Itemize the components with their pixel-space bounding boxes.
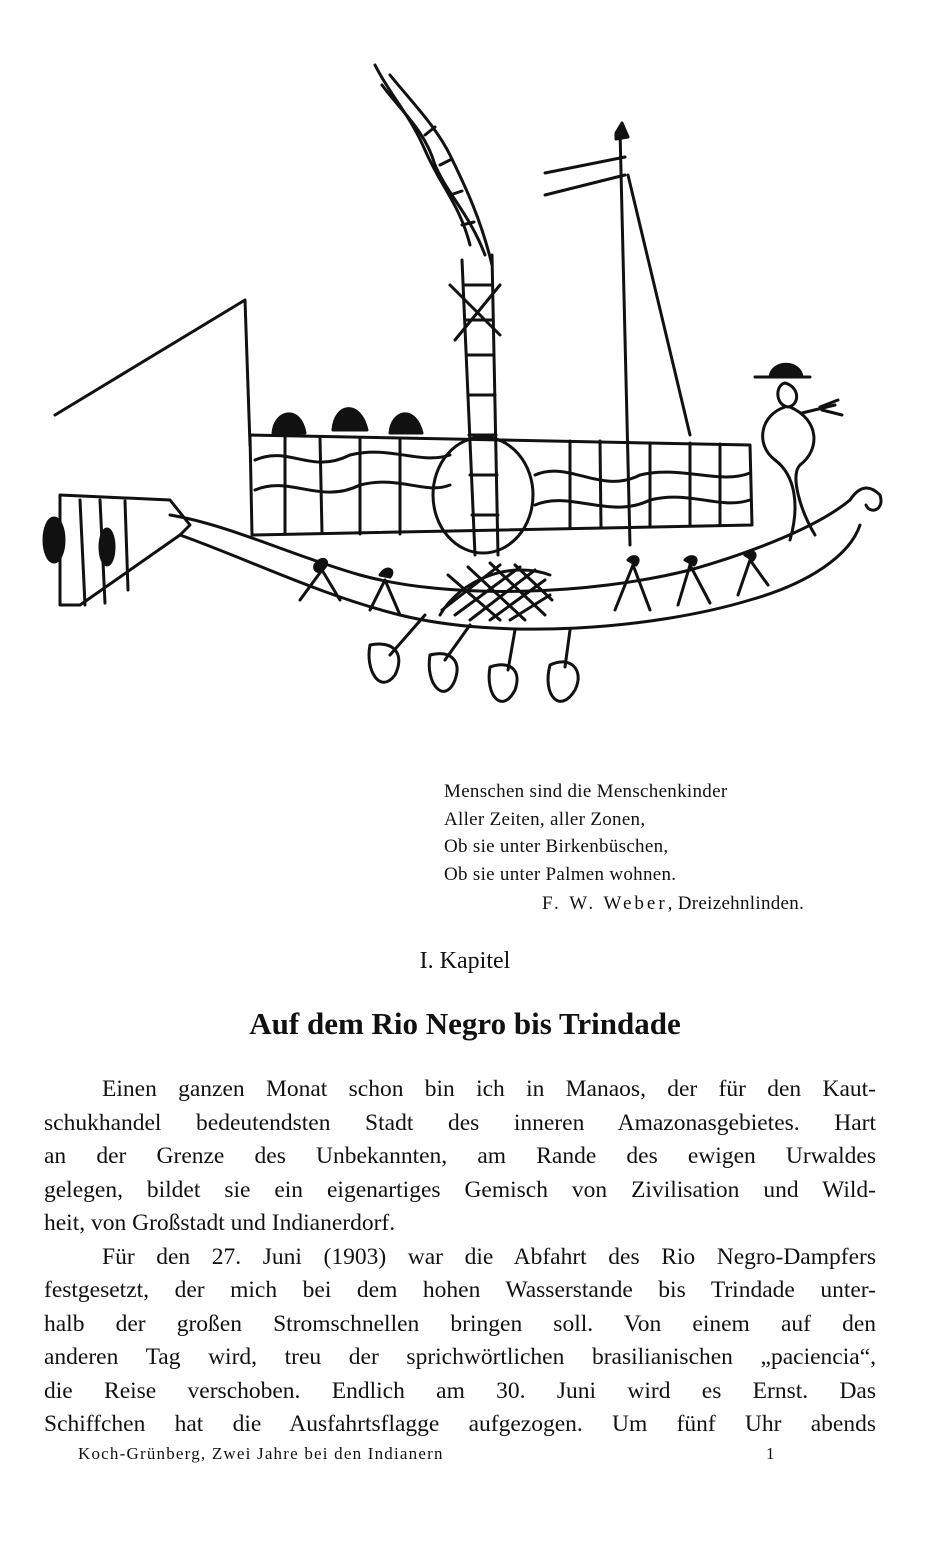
epigraph-work: , Dreizehnlinden. [667, 893, 805, 914]
epigraph-line: Aller Zeiten, aller Zonen, [444, 808, 646, 830]
text-line: schukhandel bedeutendsten Stadt des inneren Amazonasgebietes. Hart [44, 1109, 876, 1136]
epigraph [444, 778, 864, 918]
chapter-title: Auf dem Rio Negro bis Trindade [249, 1006, 681, 1041]
chapter-number: I. Kapitel [419, 948, 511, 974]
steamboat-drawing-icon [30, 55, 900, 735]
epigraph-attribution [542, 890, 864, 918]
body-text [44, 1073, 876, 1442]
text-line: die Reise verschoben. Endlich am 30. Juni wird es Ernst. Das [44, 1377, 876, 1404]
epigraph-line: Ob sie unter Palmen wohnen. [444, 863, 677, 885]
text-line: heit, von Großstadt und Indianerdorf. [44, 1210, 396, 1236]
text-line: an der Grenze des Unbekannten, am Rande des ewigen Urwaldes [44, 1143, 876, 1169]
text-line: festgesetzt, der mich bei dem hohen Wasserstande bis Trindade unter- [44, 1277, 876, 1303]
page-number: 1 [766, 1444, 775, 1463]
text-line: anderen Tag wird, treu der sprichwörtlichen brasilianischen „paciencia“, [44, 1344, 876, 1370]
epigraph-line: Ob sie unter Birkenbüschen, [444, 836, 669, 857]
text-line: Einen ganzen Monat schon bin ich in Manaos, der für den Kaut- [102, 1076, 876, 1102]
text-line: Für den 27. Juni (1903) war die Abfahrt des Rio Negro-Dampfers [102, 1243, 876, 1270]
text-line: Schiffchen hat die Ausfahrtsflagge aufgezogen. Um fünf Uhr abends [44, 1411, 876, 1437]
page-footer [78, 1444, 778, 1464]
paragraph-1 [44, 1073, 876, 1241]
paragraph-2 [44, 1241, 876, 1442]
text-line: gelegen, bildet sie ein eigenartiges Gemisch von Zivilisation und Wild- [44, 1176, 876, 1203]
running-head: Koch-Grünberg, Zwei Jahre bei den Indianern [78, 1444, 444, 1463]
epigraph-line: Menschen sind die Menschenkinder [444, 781, 728, 802]
epigraph-author: F. W. Weber [542, 893, 668, 914]
text-line: halb der großen Stromschnellen bringen soll. Von einem auf den [44, 1310, 876, 1337]
